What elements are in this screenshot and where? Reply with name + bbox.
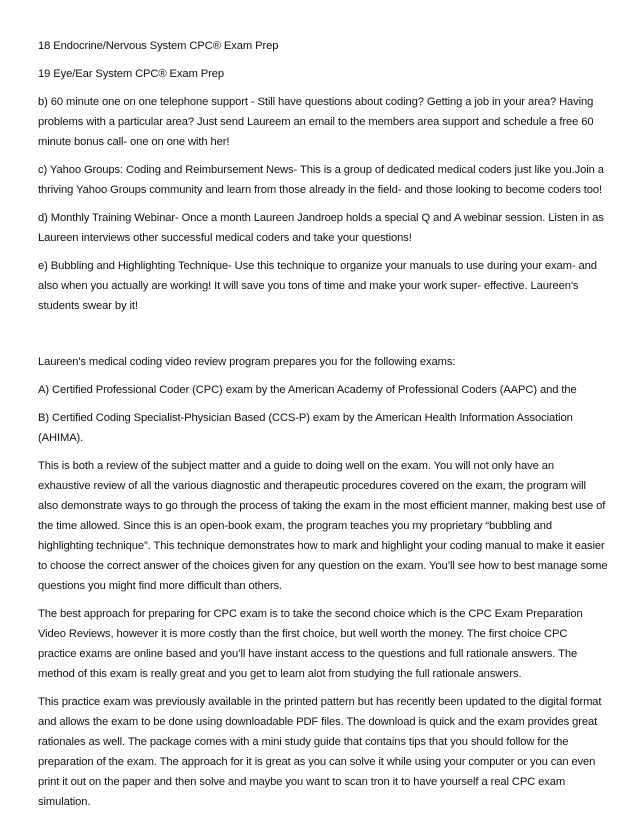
list-item-eye-ear: 19 Eye/Ear System CPC® Exam Prep [38,68,224,80]
paragraph-best-approach: The best approach for preparing for CPC exam is to take the second choice which is the CPC Exam Preparation Video Reviews, however it is more costly than the first choice, but well worth the money. The first choice CPC practice exams are online based and you’ll have instant access to the questions and full rationale answers. The method of this exam is really great and you get to learn alot from studying the full rationale answers. [38,608,583,680]
paragraph-yahoo-groups: c) Yahoo Groups: Coding and Reimbursement News- This is a group of dedicated medical coders just like you.Join a thriving Yahoo Groups community and learn from those already in the field- and those looking to become coders too! [38,164,604,196]
document-page [38,36,608,820]
list-item-endocrine-nervous: 18 Endocrine/Nervous System CPC® Exam Prep [38,40,279,52]
paragraph-practice-exam: This practice exam was previously available in the printed pattern but has recently been updated to the digital format and allows the exam to be done using downloadable PDF files. The download is quick and the exam provides great rationales as well. The package comes with a mini study guide that contains tips that you should follow for the preparation of the exam. The approach for it is great as you can solve it while using your computer or you can even print it out on the paper and then solve and maybe you want to scan tron it to have yourself a real CPC exam simulation. [38,696,602,808]
paragraph-telephone-support: b) 60 minute one on one telephone support - Still have questions about coding? Getting a job in your area? Having problems with a particular area? Just send Laureem an email to the members area support and schedule a free 60 minute bonus call- one on one with her! [38,96,594,148]
blank-line [38,324,608,344]
paragraph-monthly-webinar: d) Monthly Training Webinar- Once a month Laureen Jandroep holds a special Q and A webinar session. Listen in as Laureen interviews other successful medical coders and take your questions! [38,212,604,244]
paragraph-exam-ccsp: B) Certified Coding Specialist-Physician Based (CCS-P) exam by the American Health Information Association (AHIMA). [38,412,573,444]
paragraph-bubbling-technique: e) Bubbling and Highlighting Technique- Use this technique to organize your manuals to use during your exam- and also when you actually are working! It will save you tons of time and make your work super- effective. Laureen's students swear by it! [38,260,597,312]
paragraph-program-intro: Laureen's medical coding video review program prepares you for the following exams: [38,356,456,368]
paragraph-exam-cpc: A) Certified Professional Coder (CPC) exam by the American Academy of Professional Coders (AAPC) and the [38,384,577,396]
paragraph-review-description: This is both a review of the subject matter and a guide to doing well on the exam. You will not only have an exhaustive review of all the various diagnostic and therapeutic procedures covered on the exam, the program will also demonstrate ways to go through the process of taking the exam in the most efficient manner, making best use of the time allowed. Since this is an open-book exam, the program teaches you my proprietary “bubbling and highlighting technique”. This technique demonstrates how to mark and highlight your coding manual to make it easier to choose the correct answer of the choices given for any question on the exam. You’ll see how to best manage some questions you might find more difficult than others. [38,460,608,592]
